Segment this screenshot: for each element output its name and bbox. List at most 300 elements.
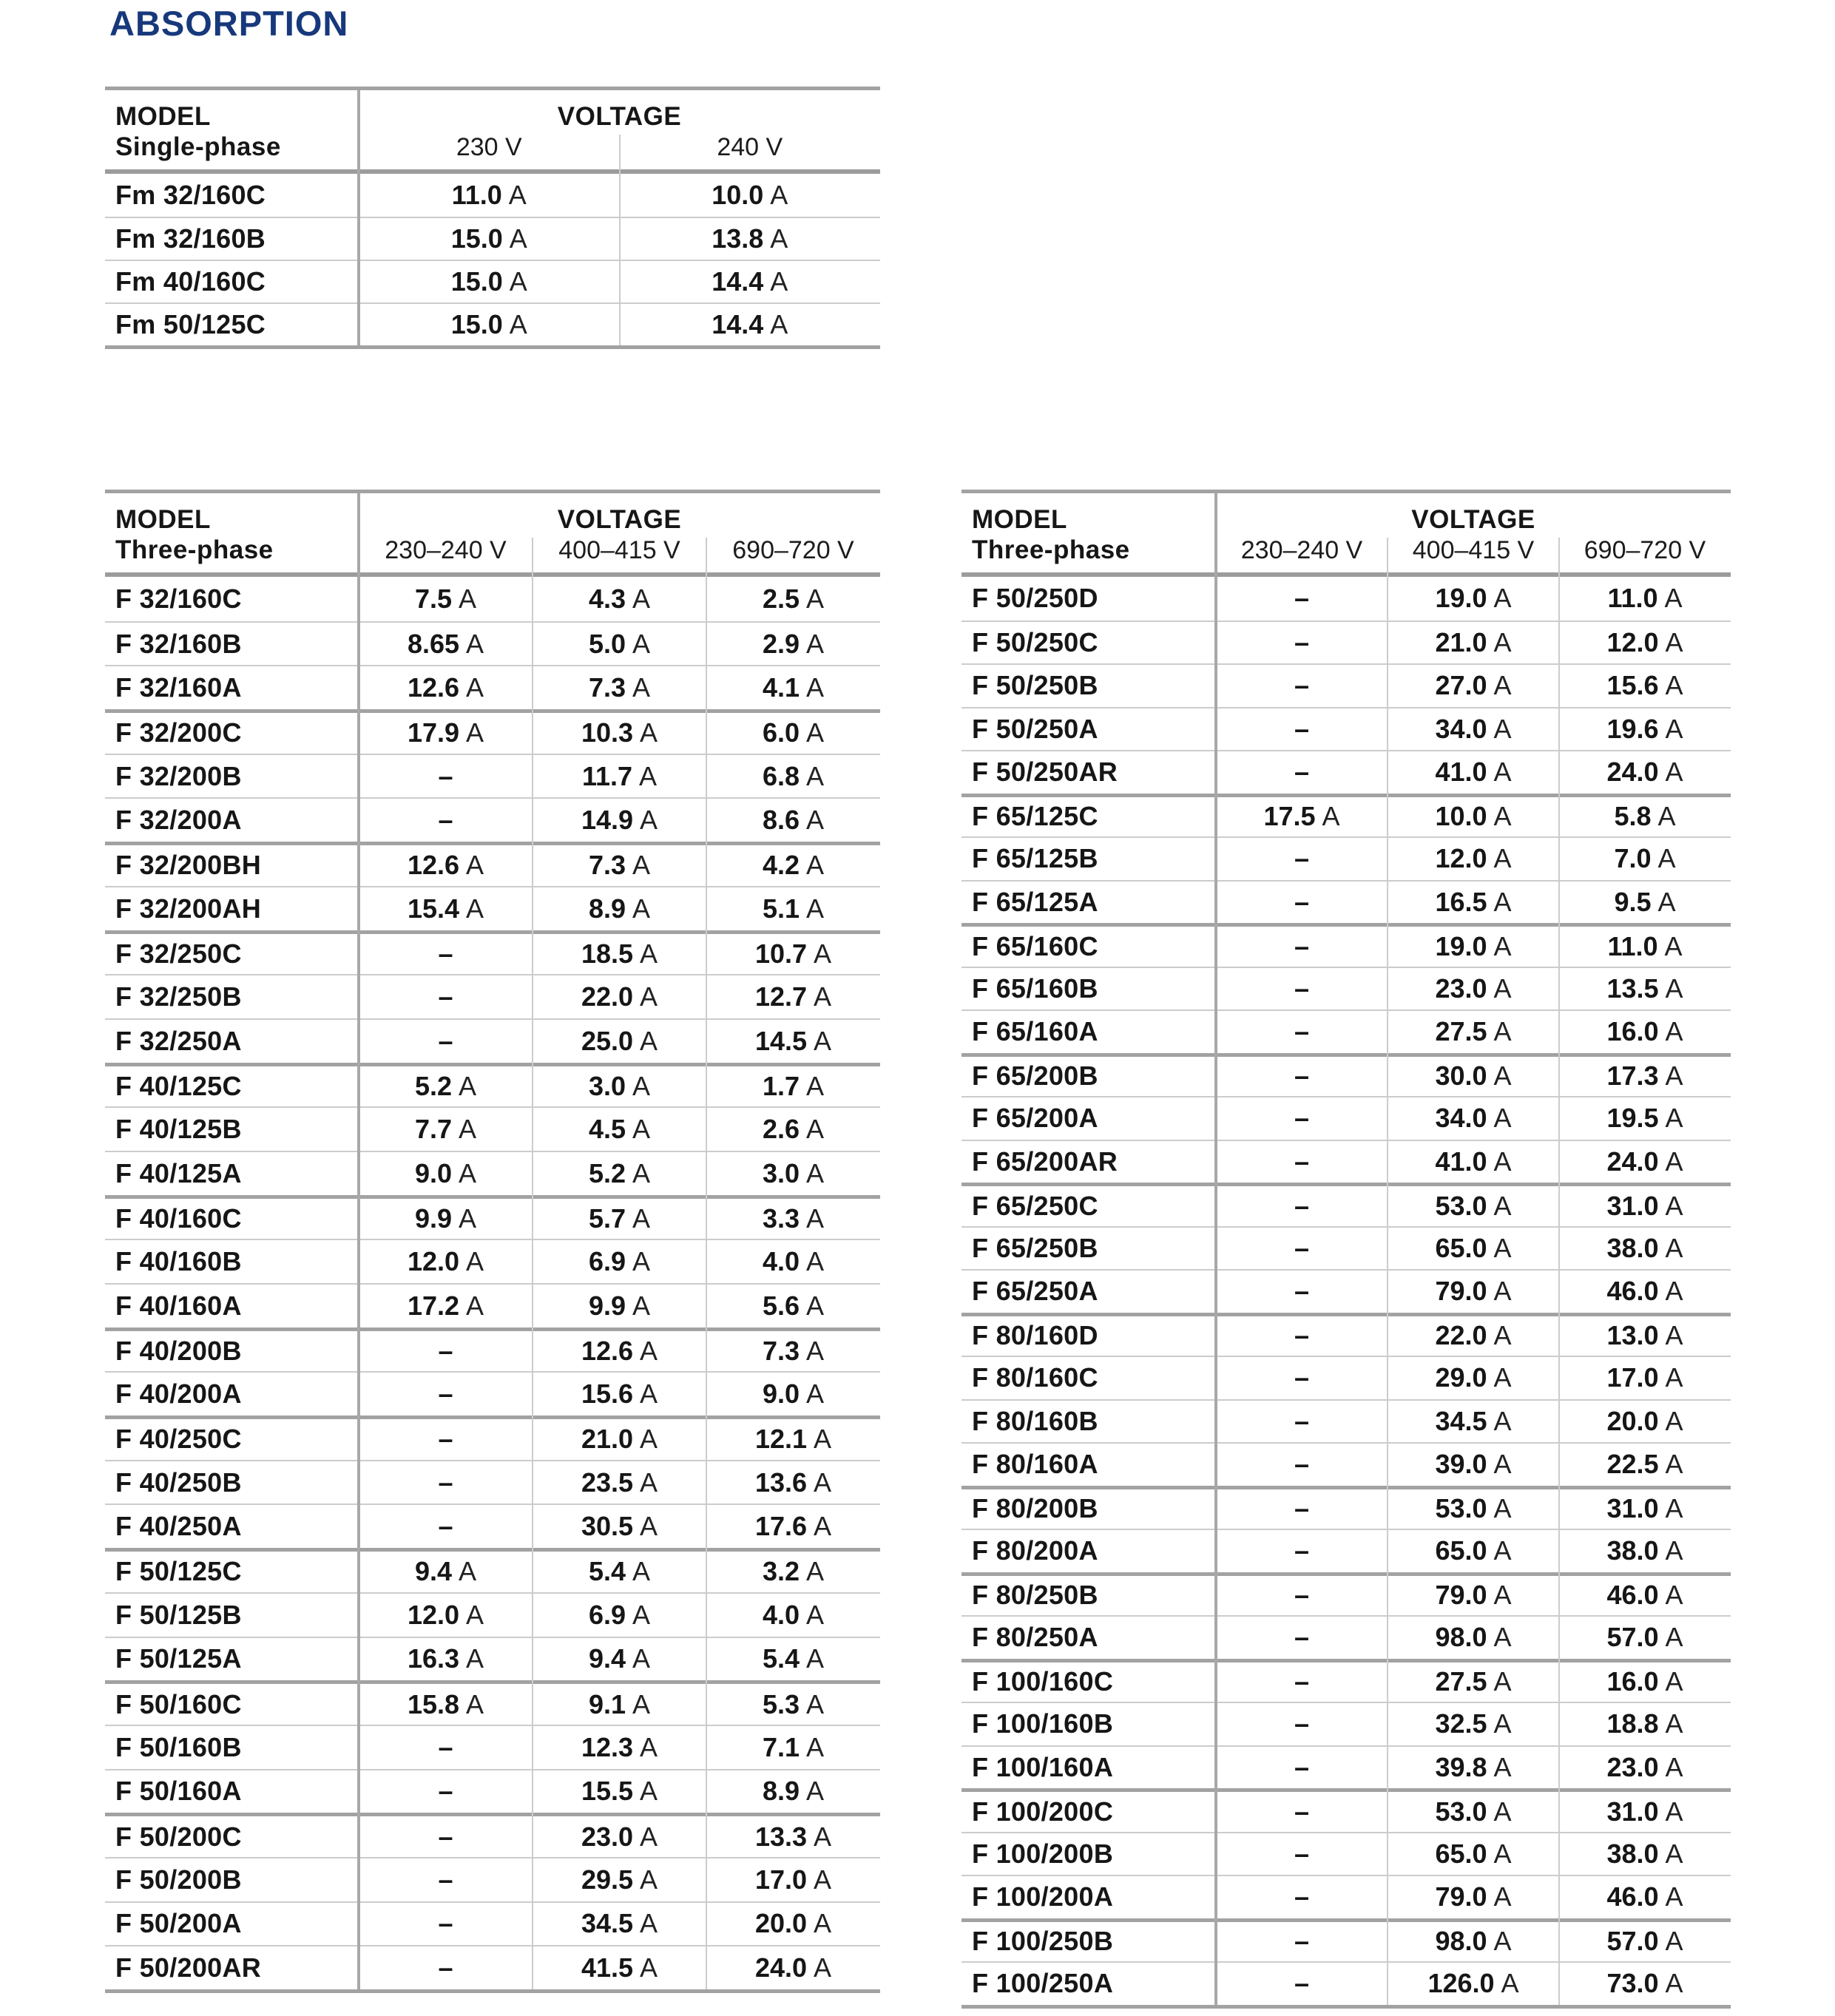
value-number: 21.0 (1435, 626, 1487, 657)
value-dash: – (1294, 843, 1310, 874)
model-cell: F 50/160B (115, 1731, 242, 1762)
value-number: 6.0 (762, 717, 800, 748)
model-cell: F 40/160C (115, 1203, 242, 1234)
table-row (962, 707, 1731, 751)
value-number: 15.4 (407, 893, 460, 924)
value-number: 34.5 (1435, 1405, 1487, 1436)
value-cell (1388, 1103, 1559, 1134)
value-number: 24.0 (1606, 757, 1659, 788)
value-cell (533, 1776, 706, 1807)
value-dash: – (1294, 1751, 1310, 1782)
value-cell (533, 938, 706, 970)
value-number: 16.5 (1435, 886, 1487, 917)
value-unit: A (1493, 1449, 1512, 1480)
value-cell (1559, 1968, 1731, 1999)
value-cell (620, 180, 881, 211)
value-number: 53.0 (1435, 1796, 1487, 1827)
value-number: 12.0 (1435, 843, 1487, 874)
value-unit: A (632, 850, 651, 881)
value-dash: – (1294, 1405, 1310, 1436)
value-cell (1216, 1103, 1388, 1134)
value-cell (1216, 1580, 1388, 1611)
value-dash: – (1294, 930, 1310, 961)
value-cell (533, 1114, 706, 1145)
value-number: 46.0 (1606, 1580, 1659, 1611)
value-cell (1388, 1362, 1559, 1393)
value-number: 22.0 (581, 981, 634, 1012)
value-number: 65.0 (1435, 1535, 1487, 1566)
value-cell (1216, 1191, 1388, 1222)
value-number: 46.0 (1606, 1276, 1659, 1307)
value-number: 12.6 (581, 1336, 634, 1367)
value-cell (359, 1776, 533, 1807)
value-cell (706, 584, 880, 615)
value-unit: A (1665, 1493, 1683, 1524)
value-cell (533, 1952, 706, 1983)
table-row (105, 1548, 880, 1592)
value-cell (359, 1158, 533, 1189)
value-cell (1388, 1016, 1559, 1047)
value-unit: A (466, 893, 484, 924)
value-cell (1388, 1320, 1559, 1351)
value-cell (706, 1821, 880, 1853)
value-number: 23.5 (581, 1467, 634, 1498)
value-number: 7.0 (1614, 843, 1652, 874)
value-number: 12.6 (407, 672, 460, 703)
value-cell (1559, 1622, 1731, 1653)
model-cell: F 50/160C (115, 1688, 242, 1719)
value-dash: – (438, 1864, 453, 1895)
value-cell (1216, 1666, 1388, 1697)
value-unit: A (632, 1599, 651, 1630)
value-number: 8.9 (588, 893, 626, 924)
value-dash: – (438, 1511, 453, 1542)
value-cell (1216, 1926, 1388, 1957)
value-number: 21.0 (581, 1424, 634, 1455)
value-number: 31.0 (1606, 1493, 1659, 1524)
value-dash: – (1294, 1320, 1310, 1351)
value-number: 39.0 (1435, 1449, 1487, 1480)
model-cell: F 65/160C (972, 930, 1098, 961)
value-cell (1388, 973, 1559, 1004)
value-number: 15.6 (581, 1379, 634, 1410)
value-unit: A (806, 1157, 825, 1188)
value-number: 10.7 (754, 938, 808, 969)
value-number: 9.0 (414, 1157, 453, 1188)
value-unit: A (632, 1688, 651, 1719)
table-row (105, 930, 880, 975)
value-cell (1216, 1493, 1388, 1524)
value-cell (706, 761, 880, 792)
value-cell (1388, 714, 1559, 745)
value-cell (1559, 583, 1731, 614)
model-cell: F 65/125C (972, 801, 1098, 832)
value-number: 17.0 (1606, 1362, 1659, 1393)
voltage-header-label: VOLTAGE (557, 102, 682, 131)
table-row (962, 1009, 1731, 1053)
value-unit: A (1665, 1405, 1683, 1436)
value-unit: A (1493, 1926, 1512, 1957)
value-number: 57.0 (1606, 1622, 1659, 1653)
value-number: 15.0 (450, 309, 503, 339)
value-cell (1559, 1839, 1731, 1870)
value-cell (1388, 1796, 1559, 1827)
model-cell: F 32/250A (115, 1025, 242, 1056)
value-cell (1559, 757, 1731, 788)
value-cell (706, 1114, 880, 1145)
value-cell (359, 981, 533, 1012)
value-cell (359, 1467, 533, 1498)
value-unit: A (1665, 1146, 1683, 1177)
subcolumn-divider (532, 538, 533, 1989)
value-cell (533, 1556, 706, 1587)
value-unit: A (508, 180, 527, 210)
value-unit: A (1493, 801, 1512, 832)
value-dash: – (438, 1731, 453, 1762)
value-number: 15.0 (450, 223, 503, 254)
value-number: 34.5 (581, 1908, 634, 1939)
value-number: 98.0 (1435, 1622, 1487, 1653)
value-cell (1388, 1146, 1559, 1177)
value-cell (359, 1291, 533, 1322)
value-unit: A (640, 1379, 658, 1410)
value-number: 17.2 (407, 1290, 460, 1321)
value-cell (1216, 931, 1388, 962)
value-unit: A (1665, 1838, 1683, 1869)
table-row (962, 1529, 1731, 1572)
value-number: 15.6 (1606, 670, 1659, 701)
model-cell: F 100/200B (972, 1838, 1114, 1869)
value-cell (1388, 843, 1559, 874)
value-unit: A (806, 1203, 825, 1234)
value-unit: A (632, 672, 651, 703)
table-row (962, 1356, 1731, 1399)
value-cell (1216, 714, 1388, 745)
model-cell: F 100/160A (972, 1751, 1114, 1782)
value-dash: – (1294, 1493, 1310, 1524)
value-number: 65.0 (1435, 1232, 1487, 1263)
subcolumn-divider (619, 135, 621, 345)
value-cell (359, 1511, 533, 1542)
value-unit: A (1665, 1320, 1683, 1351)
value-unit: A (509, 266, 527, 297)
value-unit: A (814, 1908, 832, 1939)
value-unit: A (640, 1424, 658, 1455)
value-number: 12.1 (754, 1424, 808, 1455)
value-number: 25.0 (581, 1025, 634, 1056)
value-cell (359, 1246, 533, 1277)
value-cell (706, 1643, 880, 1674)
model-cell: F 32/200A (115, 805, 242, 836)
value-unit: A (632, 893, 651, 924)
value-cell (1559, 1362, 1731, 1393)
value-cell (1216, 1016, 1388, 1047)
table-row (105, 174, 880, 217)
value-number: 31.0 (1606, 1190, 1659, 1221)
value-cell (1559, 1016, 1731, 1047)
value-cell (706, 717, 880, 748)
value-cell (359, 1643, 533, 1674)
model-cell: F 32/200BH (115, 850, 262, 881)
value-unit: A (806, 1643, 825, 1674)
model-header-cell (962, 493, 1216, 572)
value-cell (359, 938, 533, 970)
value-unit: A (1493, 1751, 1512, 1782)
value-number: 14.4 (712, 266, 764, 297)
model-header-cell (105, 90, 359, 169)
value-number: 5.0 (588, 628, 626, 659)
value-cell (533, 1246, 706, 1277)
value-cell (706, 1908, 880, 1939)
table-row (962, 1226, 1731, 1270)
value-cell (533, 1158, 706, 1189)
value-unit: A (1657, 801, 1676, 832)
value-cell (1559, 1926, 1731, 1957)
value-cell (1388, 801, 1559, 832)
value-cell (1388, 1666, 1559, 1697)
value-unit: A (466, 672, 484, 703)
value-cell (359, 1689, 533, 1720)
value-cell (1559, 973, 1731, 1004)
voltage-column-header: 400–415 V (558, 536, 680, 564)
value-cell (1388, 583, 1559, 614)
value-number: 4.1 (762, 672, 800, 703)
value-unit: A (1665, 1103, 1683, 1134)
model-cell: F 40/160A (115, 1290, 242, 1321)
value-cell (533, 1643, 706, 1674)
model-header-label: MODEL (115, 102, 211, 131)
model-cell: F 65/250C (972, 1190, 1098, 1221)
table-row (105, 1813, 880, 1857)
table-row (962, 1140, 1731, 1183)
model-cell: F 50/125B (115, 1599, 242, 1630)
value-cell (1388, 1535, 1559, 1566)
value-cell (1559, 670, 1731, 701)
model-cell: Fm 50/125C (115, 309, 266, 339)
value-number: 38.0 (1606, 1535, 1659, 1566)
value-cell (359, 1952, 533, 1983)
model-header-cell (105, 493, 359, 572)
value-number: 5.2 (588, 1157, 626, 1188)
value-dash: – (438, 1776, 453, 1807)
value-cell (1388, 1580, 1559, 1611)
value-cell (1388, 887, 1559, 918)
value-unit: A (806, 1776, 825, 1807)
value-unit: A (806, 628, 825, 659)
value-unit: A (1665, 670, 1683, 701)
value-number: 19.0 (1435, 930, 1487, 961)
model-cell: F 80/200A (972, 1535, 1098, 1566)
table-row (962, 1486, 1731, 1529)
table-row (962, 663, 1731, 707)
value-unit: A (459, 1157, 477, 1188)
model-header-label: MODEL (972, 505, 1067, 534)
value-number: 22.5 (1606, 1449, 1659, 1480)
table-row (105, 1018, 880, 1063)
voltage-subcolumns (1216, 536, 1731, 565)
model-cell: F 50/250B (972, 670, 1098, 701)
value-cell (359, 672, 533, 703)
value-number: 41.0 (1435, 1146, 1487, 1177)
table-row (105, 1725, 880, 1769)
value-number: 2.5 (762, 583, 800, 614)
value-unit: A (632, 1070, 651, 1101)
value-dash: – (1294, 1580, 1310, 1611)
value-dash: – (1294, 1103, 1310, 1134)
value-unit: A (806, 1246, 825, 1277)
value-unit: A (466, 1246, 484, 1277)
value-number: 7.3 (588, 850, 626, 881)
value-unit: A (640, 981, 658, 1012)
value-number: 3.2 (762, 1556, 800, 1587)
value-number: 5.8 (1614, 801, 1652, 832)
value-number: 19.0 (1435, 583, 1487, 614)
voltage-column-header: 400–415 V (1412, 536, 1535, 564)
value-number: 13.8 (712, 223, 764, 254)
model-cell: F 65/200B (972, 1061, 1098, 1092)
table-row (962, 1096, 1731, 1140)
value-cell (1388, 1752, 1559, 1783)
model-cell: F 50/160A (115, 1776, 242, 1807)
value-number: 7.7 (414, 1114, 453, 1145)
value-cell (706, 1336, 880, 1367)
page-title: ABSORPTION (109, 4, 349, 43)
value-number: 34.0 (1435, 1103, 1487, 1134)
value-number: 6.8 (762, 760, 800, 791)
value-unit: A (806, 1731, 825, 1762)
value-cell (1216, 1362, 1388, 1393)
value-dash: – (1294, 1881, 1310, 1912)
value-number: 14.5 (754, 1025, 808, 1056)
model-cell: F 65/125A (972, 886, 1098, 917)
value-unit: A (640, 1731, 658, 1762)
table-header (105, 493, 880, 577)
table-row (962, 880, 1731, 924)
table-row (105, 886, 880, 930)
value-number: 27.5 (1435, 1016, 1487, 1047)
value-unit: A (814, 1424, 832, 1455)
value-cell (706, 1864, 880, 1895)
value-dash: – (438, 1908, 453, 1939)
value-number: 5.2 (414, 1070, 453, 1101)
value-cell (533, 1864, 706, 1895)
value-cell (1216, 1233, 1388, 1264)
table-row (105, 1592, 880, 1637)
value-number: 30.5 (581, 1511, 634, 1542)
value-dash: – (438, 1025, 453, 1056)
model-cell: F 65/250A (972, 1276, 1098, 1307)
table-row (105, 1901, 880, 1946)
model-cell: F 32/160A (115, 672, 242, 703)
value-cell (1388, 1191, 1559, 1222)
voltage-column-header: 240 V (717, 133, 783, 161)
value-number: 10.0 (1435, 801, 1487, 832)
value-number: 9.1 (588, 1688, 626, 1719)
value-unit: A (806, 893, 825, 924)
value-number: 6.9 (588, 1246, 626, 1277)
value-dash: – (438, 1379, 453, 1410)
value-number: 15.5 (581, 1776, 634, 1807)
value-number: 12.7 (754, 981, 808, 1012)
value-cell (1216, 670, 1388, 701)
value-unit: A (814, 981, 832, 1012)
value-number: 7.3 (588, 672, 626, 703)
value-unit: A (1665, 1449, 1683, 1480)
value-number: 73.0 (1606, 1968, 1659, 1999)
value-unit: A (640, 938, 658, 969)
value-cell (359, 761, 533, 792)
value-cell (533, 893, 706, 924)
subcolumn-divider (1387, 538, 1388, 2005)
value-cell (533, 1689, 706, 1720)
value-number: 79.0 (1435, 1881, 1487, 1912)
value-unit: A (814, 1025, 832, 1056)
voltage-header-label: VOLTAGE (557, 505, 682, 534)
value-cell (533, 1600, 706, 1631)
model-cell: F 65/160A (972, 1016, 1098, 1047)
value-unit: A (1665, 1622, 1683, 1653)
value-number: 24.0 (754, 1952, 808, 1983)
value-unit: A (1665, 626, 1683, 657)
table-row (962, 1702, 1731, 1745)
value-cell (533, 805, 706, 836)
value-cell (1216, 1839, 1388, 1870)
value-cell (1388, 1881, 1559, 1912)
value-unit: A (1665, 1580, 1683, 1611)
value-number: 9.5 (1614, 886, 1652, 917)
value-number: 53.0 (1435, 1190, 1487, 1221)
value-unit: A (1665, 1796, 1683, 1827)
value-cell (1559, 1449, 1731, 1480)
value-unit: A (1493, 930, 1512, 961)
value-cell (1388, 1839, 1559, 1870)
table-row (105, 1637, 880, 1681)
value-unit: A (1493, 1838, 1512, 1869)
value-number: 9.9 (414, 1203, 453, 1234)
voltage-header-label: VOLTAGE (1411, 505, 1535, 534)
table-row (105, 1680, 880, 1725)
table-row (105, 1327, 880, 1372)
table-row (962, 1788, 1731, 1832)
value-number: 29.0 (1435, 1362, 1487, 1393)
table-row (105, 621, 880, 666)
value-cell (533, 1203, 706, 1234)
value-cell (359, 223, 620, 254)
value-unit: A (632, 628, 651, 659)
value-cell (1388, 1926, 1559, 1957)
value-unit: A (1665, 1881, 1683, 1912)
value-number: 5.3 (762, 1688, 800, 1719)
value-number: 38.0 (1606, 1232, 1659, 1263)
value-cell (359, 1114, 533, 1145)
voltage-header-cell (359, 493, 880, 572)
value-cell (1388, 1276, 1559, 1307)
table-row (962, 1832, 1731, 1875)
value-cell (706, 1291, 880, 1322)
value-number: 23.0 (581, 1821, 634, 1852)
table-row (105, 1106, 880, 1151)
value-cell (1216, 1752, 1388, 1783)
value-cell (706, 1689, 880, 1720)
three-phase-table-left (105, 490, 880, 1993)
value-number: 13.3 (754, 1821, 808, 1852)
value-cell (1388, 670, 1559, 701)
value-cell (706, 1071, 880, 1102)
value-number: 11.0 (1607, 583, 1658, 614)
value-dash: – (1294, 757, 1310, 788)
value-cell (706, 938, 880, 970)
value-number: 31.0 (1606, 1796, 1659, 1827)
